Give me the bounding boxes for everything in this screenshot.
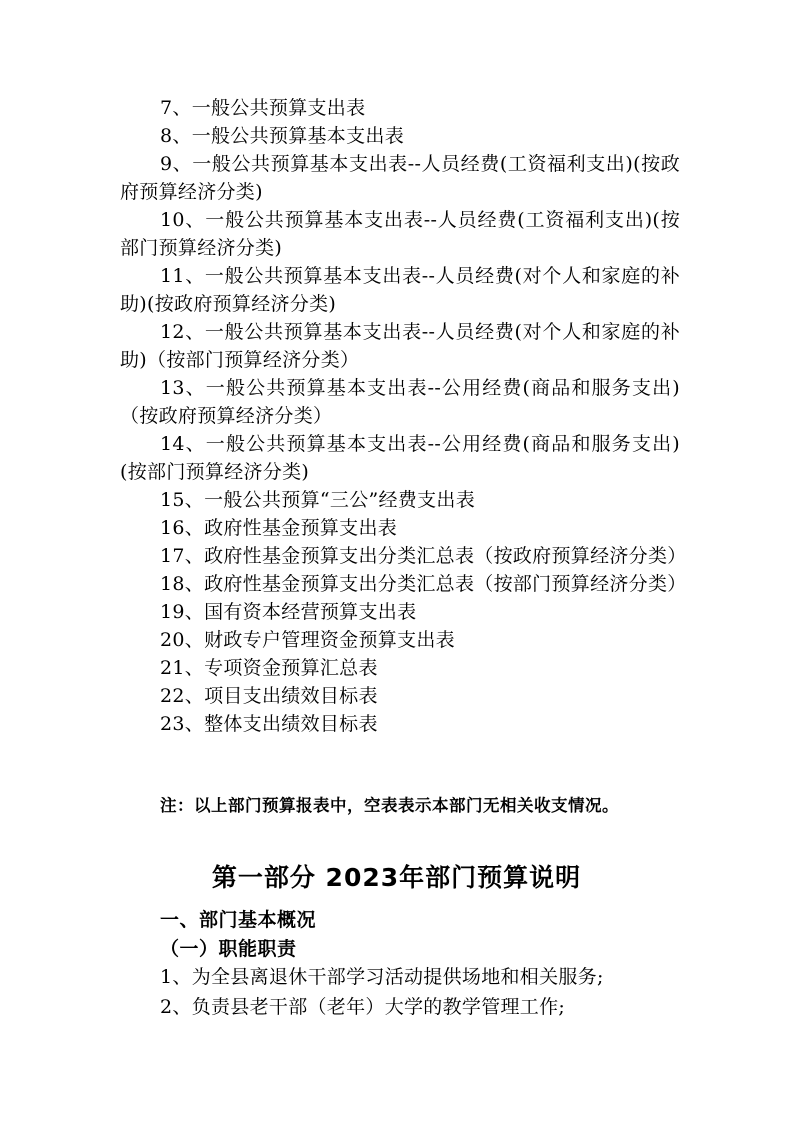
- list-item: 11、一般公共预算基本支出表--人员经费(对个人和家庭的补助)(按政府预算经济分类): [120, 265, 680, 315]
- section-heading: 一、部门基本概况: [160, 909, 317, 931]
- list-item: 19、国有资本经营预算支出表: [160, 601, 417, 623]
- list-item: 8、一般公共预算基本支出表: [160, 125, 404, 147]
- list-item: 20、财政专户管理资金预算支出表: [160, 629, 455, 651]
- list-item: 18、政府性基金预算支出分类汇总表（按部门预算经济分类）: [160, 573, 687, 595]
- list-item: 17、政府性基金预算支出分类汇总表（按政府预算经济分类）: [160, 545, 687, 567]
- list-item: 7、一般公共预算支出表: [160, 97, 366, 119]
- subsection-heading: （一）职能职责: [160, 938, 297, 960]
- list-item: 16、政府性基金预算支出表: [160, 517, 398, 539]
- list-item: 15、一般公共预算“三公”经费支出表: [160, 489, 476, 511]
- duties-list: [160, 962, 700, 1022]
- list-item: 21、专项资金预算汇总表: [160, 657, 378, 679]
- list-item: 9、一般公共预算基本支出表--人员经费(工资福利支出)(按政府预算经济分类): [120, 153, 680, 203]
- list-item: 12、一般公共预算基本支出表--人员经费(对个人和家庭的补助)（按部门预算经济分类）: [120, 321, 680, 371]
- duty-item: 1、为全县离退休干部学习活动提供场地和相关服务;: [160, 966, 604, 988]
- list-item: 22、项目支出绩效目标表: [160, 685, 378, 707]
- part-title: 第一部分 2023年部门预算说明: [211, 863, 582, 892]
- duty-item: 2、负责县老干部（老年）大学的教学管理工作;: [160, 996, 566, 1018]
- list-item: 13、一般公共预算基本支出表--公用经费(商品和服务支出)（按政府预算经济分类）: [120, 377, 680, 427]
- list-item: 14、一般公共预算基本支出表--公用经费(商品和服务支出)(按部门预算经济分类): [120, 433, 680, 483]
- list-item: 23、整体支出绩效目标表: [160, 713, 378, 735]
- table-note: 注：以上部门预算报表中，空表表示本部门无相关收支情况。: [160, 796, 619, 815]
- list-item: 10、一般公共预算基本支出表--人员经费(工资福利支出)(按部门预算经济分类): [120, 209, 680, 259]
- report-list: [120, 94, 687, 738]
